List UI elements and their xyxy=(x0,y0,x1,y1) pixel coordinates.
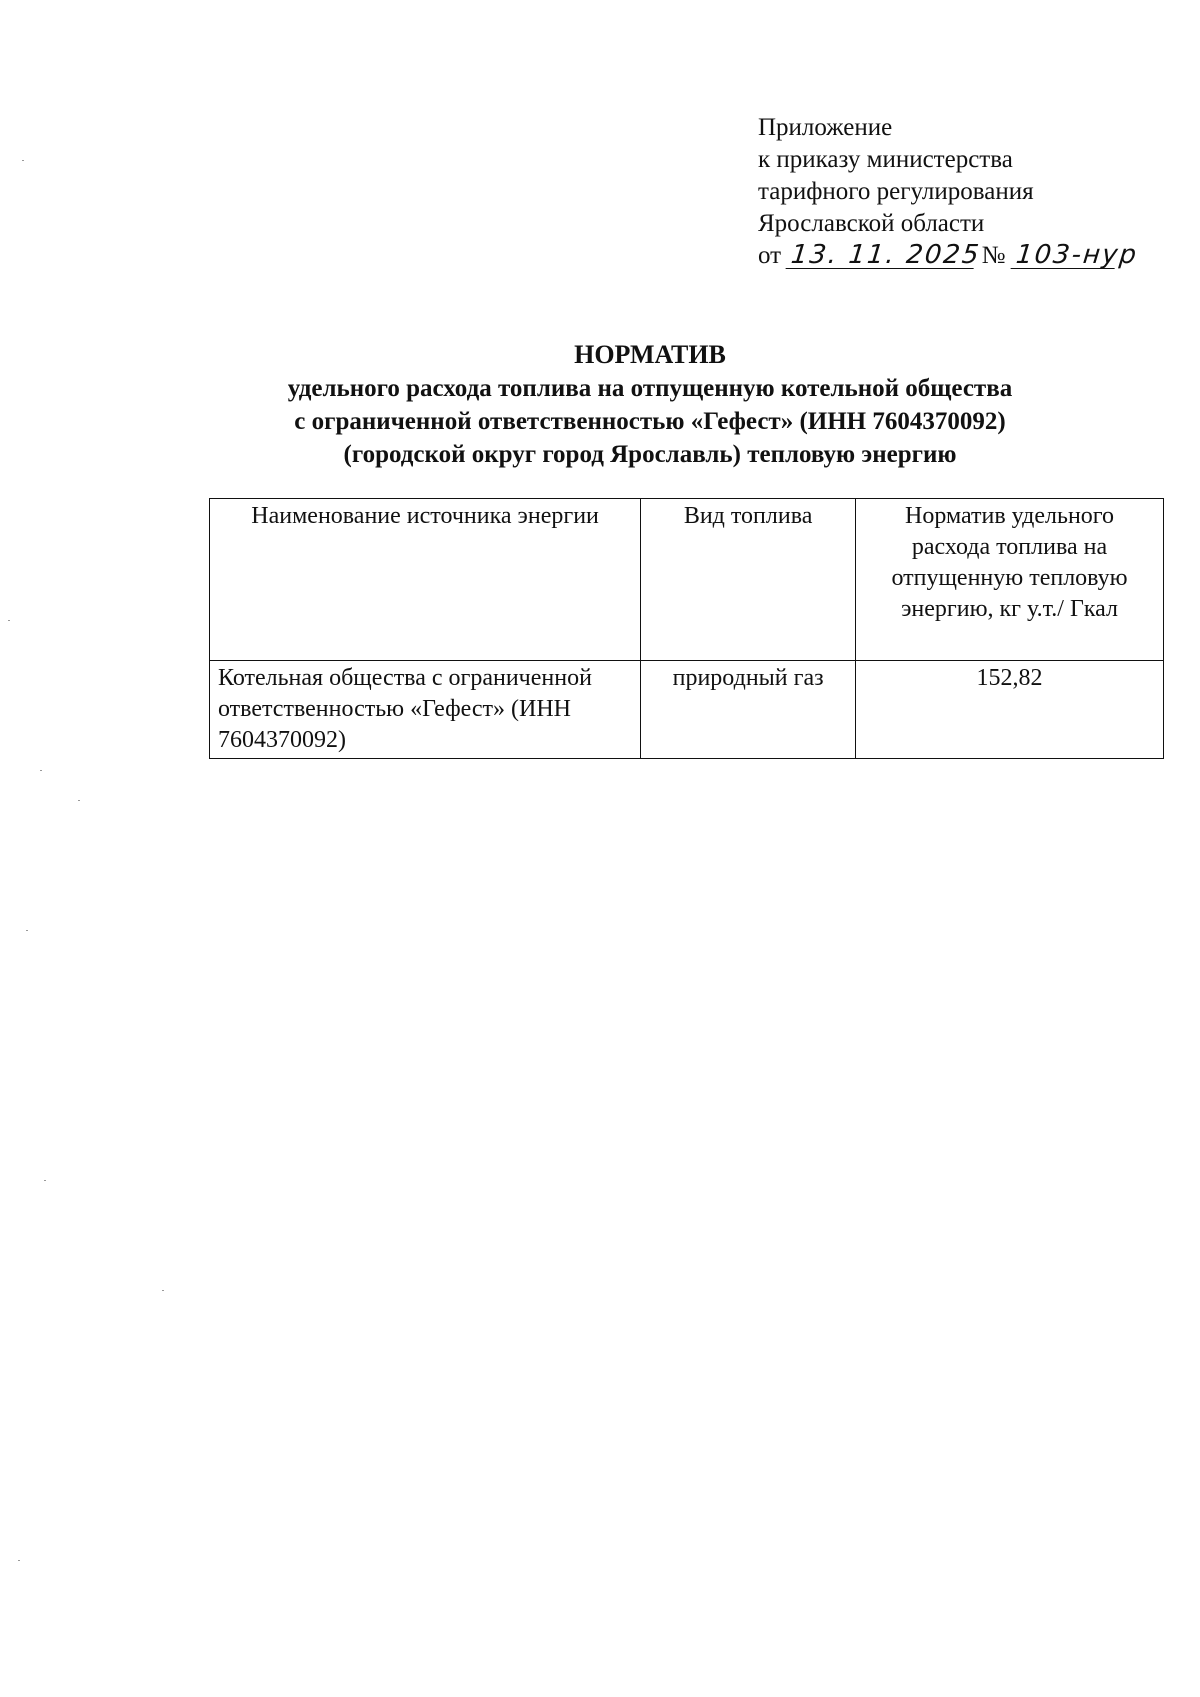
header-norm-value: Норматив удельного расхода топлива на отпущенную тепловую энергию, кг у.т./ Гкал xyxy=(856,499,1164,661)
document-subtitle-line: (городской округ город Ярославль) тепловую энергию xyxy=(343,441,957,468)
scan-artifact xyxy=(22,160,24,161)
scan-artifact xyxy=(78,800,80,801)
handwritten-order-number: 103-нур xyxy=(1010,242,1117,269)
scan-artifact xyxy=(18,1560,20,1561)
cell-norm-value: 152,82 xyxy=(856,661,1164,759)
scan-artifact xyxy=(26,930,28,931)
appendix-block xyxy=(758,112,1140,272)
appendix-line: к приказу министерства xyxy=(758,146,1013,173)
document-subtitle-line: удельного расхода топлива на отпущенную котельной общества xyxy=(287,375,1013,402)
header-source-name: Наименование источника энергии xyxy=(210,499,641,661)
document-title: НОРМАТИВ xyxy=(574,340,726,369)
appendix-line: тарифного регулирования xyxy=(758,178,1034,205)
number-sign: № xyxy=(981,242,1006,269)
order-date-line xyxy=(758,240,1140,272)
document-title-block xyxy=(150,338,1150,471)
handwritten-date: 13. 11. 2025 xyxy=(786,242,977,269)
date-prefix: от xyxy=(758,242,782,269)
table-header-row xyxy=(210,499,1164,661)
scan-artifact xyxy=(162,1290,164,1291)
appendix-line: Приложение xyxy=(758,114,893,141)
cell-fuel-type: природный газ xyxy=(641,661,856,759)
table-row xyxy=(210,661,1164,759)
header-fuel-type: Вид топлива xyxy=(641,499,856,661)
scan-artifact xyxy=(40,770,42,771)
scan-artifact xyxy=(44,1180,46,1181)
cell-source-name: Котельная общества с ограниченной ответственностью «Гефест» (ИНН 7604370092) xyxy=(210,661,641,759)
document-subtitle-line: с ограниченной ответственностью «Гефест» (ИНН 7604370092) xyxy=(294,408,1006,435)
scan-artifact xyxy=(8,620,10,621)
norm-table xyxy=(209,498,1164,759)
appendix-line: Ярославской области xyxy=(758,210,985,237)
